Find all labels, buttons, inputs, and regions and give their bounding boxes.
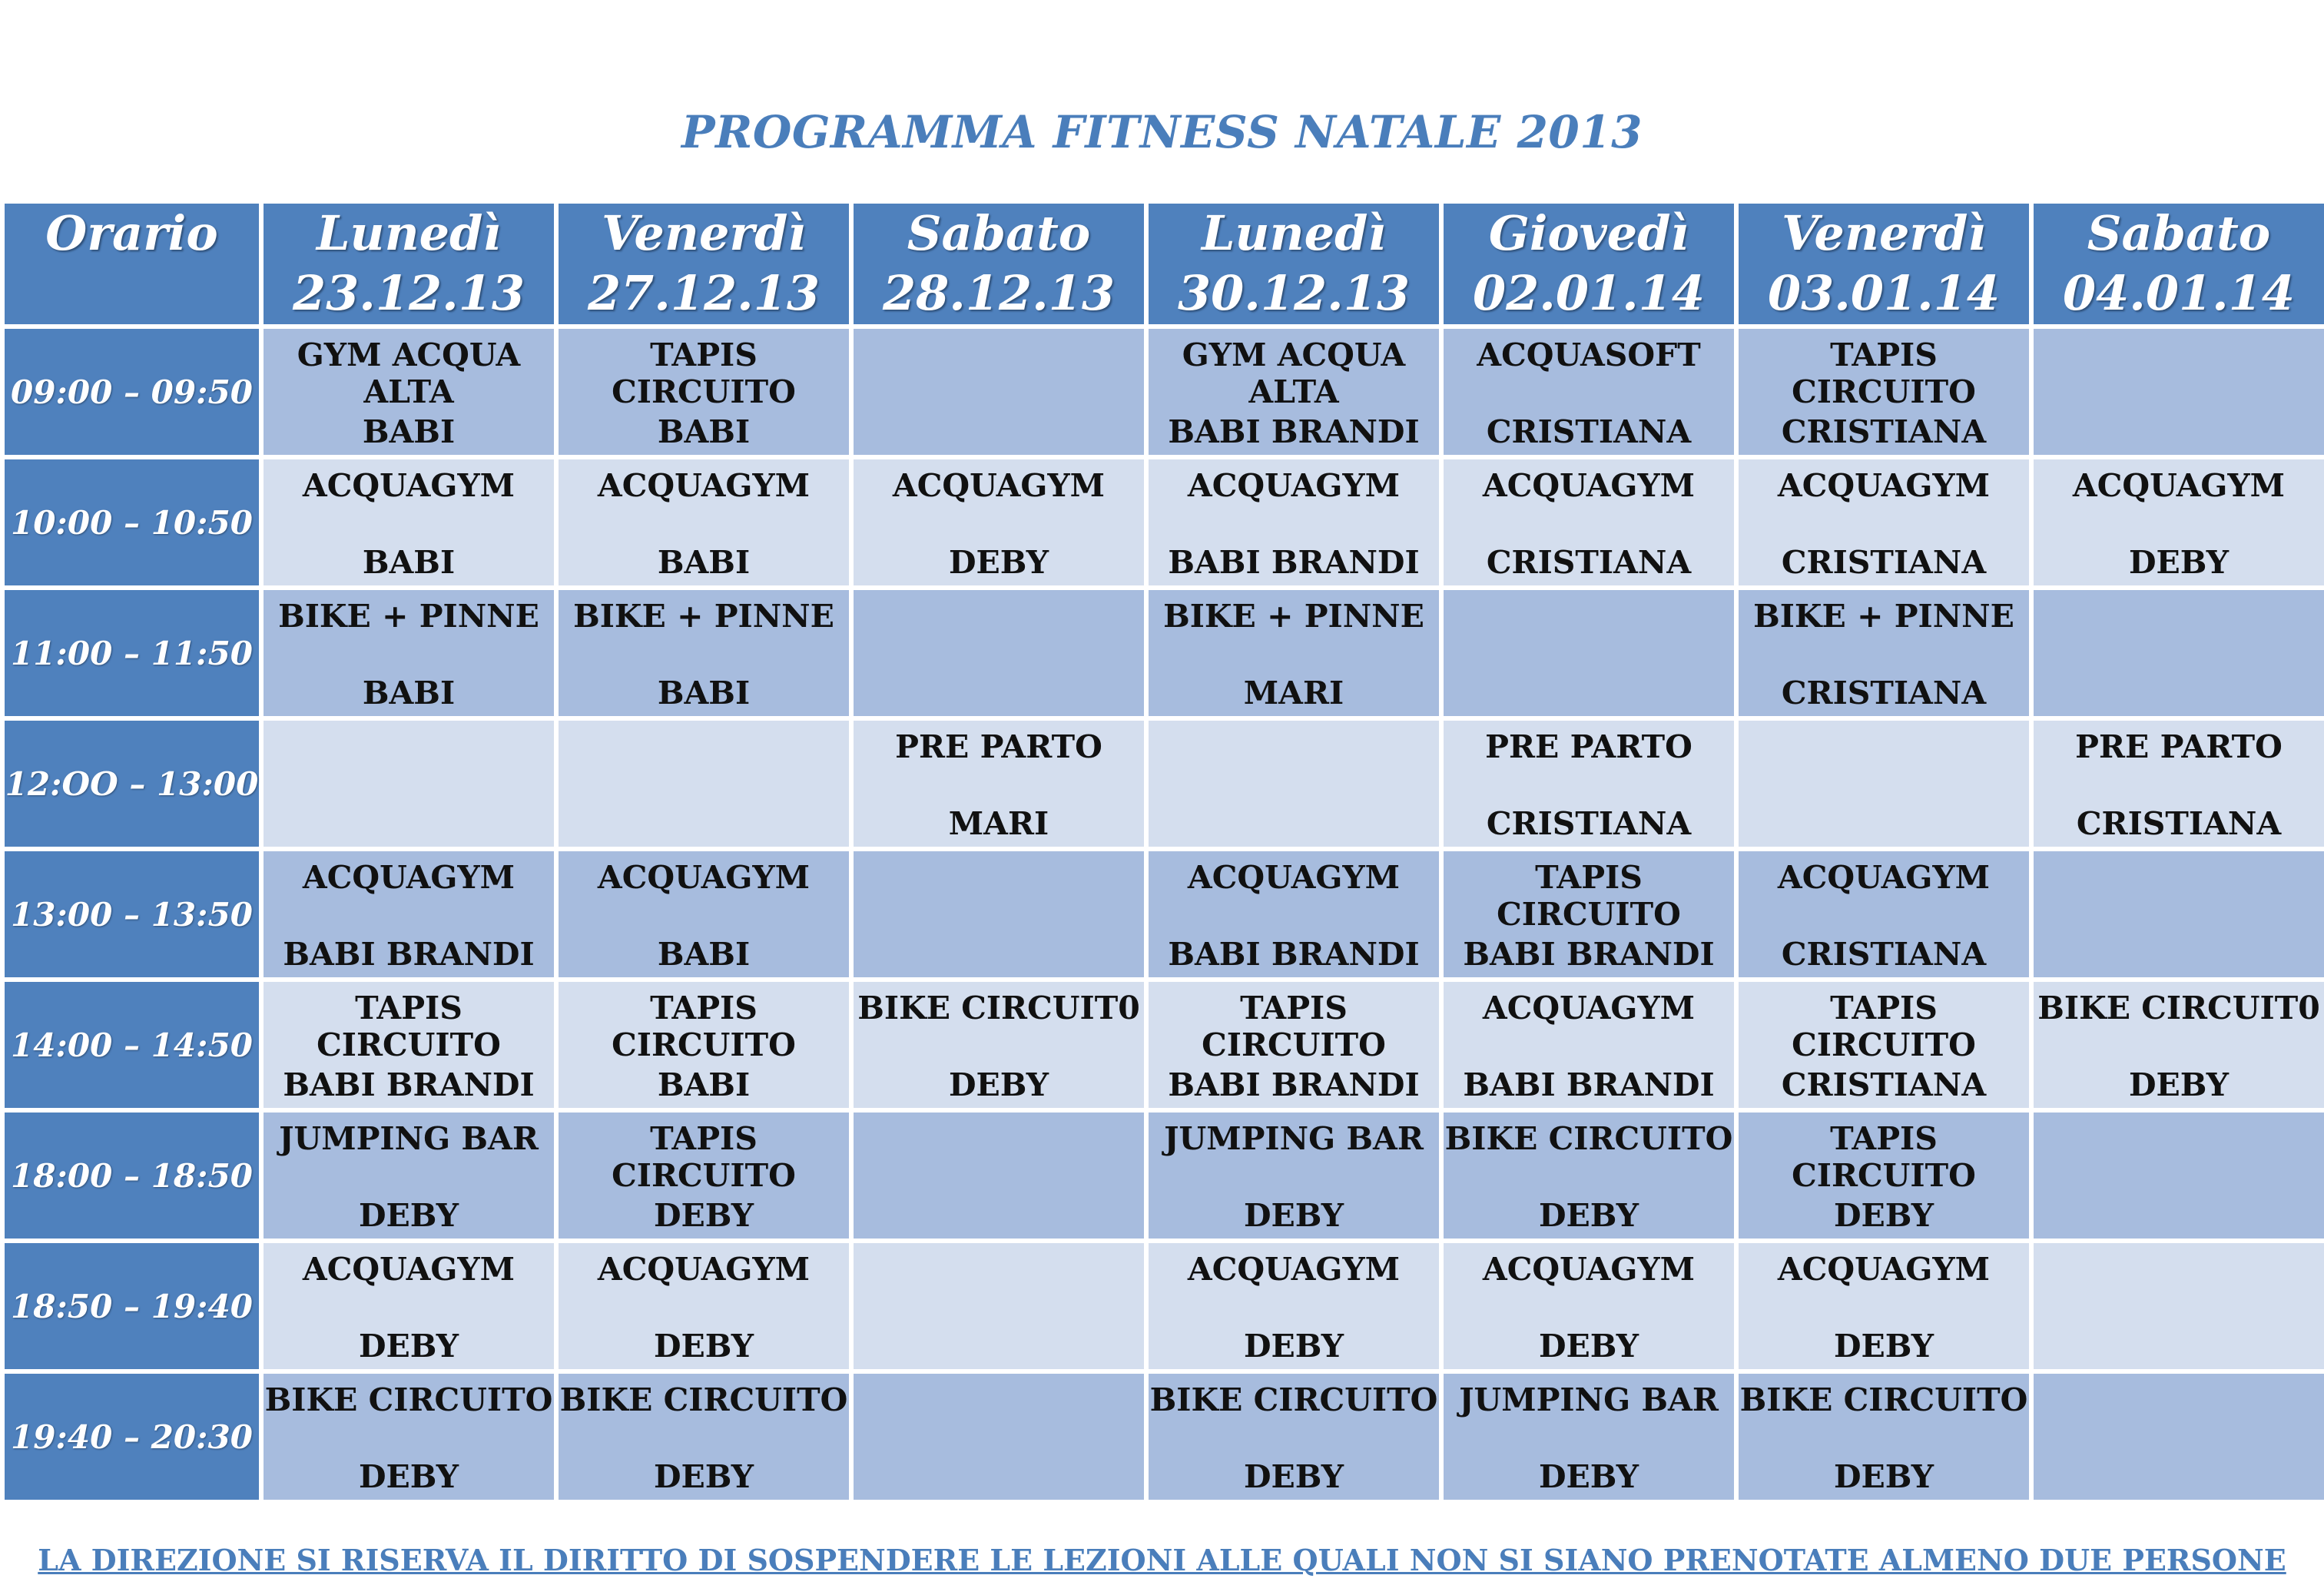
time-slot-label: 09:00 – 09:50 [2,327,261,457]
class-name: TAPIS CIRCUITO [1202,990,1386,1063]
day-name: Sabato [2087,205,2271,261]
time-slot-label: 18:00 – 18:50 [2,1110,261,1241]
header-row [2,201,2324,327]
instructor-name: BABI BRANDI [1168,413,1420,450]
instructor-name: DEBY [358,1328,459,1365]
class-name: TAPIS CIRCUITO [1792,1120,1976,1194]
schedule-cell [1736,1241,2031,1371]
instructor-name: BABI BRANDI [1168,544,1420,581]
schedule-cell [851,1371,1146,1502]
day-date: 28.12.13 [882,264,1115,321]
class-name: TAPIS CIRCUITO [1792,990,1976,1063]
instructor-name: CRISTIANA [1486,413,1692,450]
class-name: TAPIS CIRCUITO [317,990,501,1063]
instructor-name: DEBY [1833,1197,1934,1234]
instructor-name: BABI [657,1066,751,1103]
schedule-cell [2031,457,2324,588]
day-date: 23.12.13 [292,264,525,321]
instructor-name: DEBY [1243,1197,1344,1234]
schedule-cell [1146,849,1441,980]
schedule-cell [851,980,1146,1110]
day-date: 03.01.14 [1767,264,2000,321]
day-header [556,201,851,327]
class-name: TAPIS CIRCUITO [1497,859,1681,933]
schedule-cell [1441,457,1736,588]
schedule-cell [2031,849,2324,980]
class-name [2034,598,2324,641]
instructor-name: BABI BRANDI [283,936,535,973]
instructor-name: DEBY [1833,1458,1934,1495]
instructor-name: DEBY [2128,1066,2229,1103]
class-name: ACQUAGYM [597,859,811,896]
instructor-name: BABI [362,413,456,450]
instructor-name: DEBY [653,1328,754,1365]
class-name: ACQUASOFT [1477,337,1701,373]
schedule-cell [261,849,556,980]
instructor-name: DEBY [948,1066,1049,1103]
time-slot-label: 11:00 – 11:50 [2,588,261,718]
class-name: BIKE + PINNE [573,598,834,635]
class-name: ACQUAGYM [1777,859,1991,896]
day-name: Lunedì [1201,205,1387,261]
instructor-name: CRISTIANA [1486,544,1692,581]
table-row [2,1241,2324,1371]
class-name [854,1381,1144,1424]
instructor-name: BABI BRANDI [1168,936,1420,973]
schedule-cell [1441,1371,1736,1502]
class-name: PRE PARTO [1485,728,1692,765]
schedule-cell [1736,1371,2031,1502]
footer-note: LA DIREZIONE SI RISERVA IL DIRITTO DI SOSPENDERE LE LEZIONI ALLE QUALI NON SI SIANO PRENOTATE ALMENO DUE PERSONE [38,1543,2286,1577]
instructor-name: DEBY [1538,1328,1639,1365]
time-slot-label: 13:00 – 13:50 [2,849,261,980]
time-slot-label: 12:OO – 13:00 [2,718,261,849]
schedule-cell [851,327,1146,457]
instructor-name: CRISTIANA [2076,805,2282,842]
class-name: ACQUAGYM [597,1251,811,1288]
schedule-cell [2031,980,2324,1110]
class-name: BIKE + PINNE [278,598,539,635]
class-name: ACQUAGYM [1482,467,1696,504]
time-slot-label: 18:50 – 19:40 [2,1241,261,1371]
schedule-cell [1441,1241,1736,1371]
class-name: ACQUAGYM [2072,467,2286,504]
class-name: ACQUAGYM [892,467,1106,504]
class-name: BIKE + PINNE [1163,598,1424,635]
class-name: TAPIS CIRCUITO [612,990,796,1063]
schedule-cell [556,849,851,980]
instructor-name: BABI BRANDI [1463,936,1715,973]
instructor-name: CRISTIANA [1781,1066,1987,1103]
day-name: Giovedì [1488,205,1689,261]
class-name: ACQUAGYM [1187,467,1401,504]
table-row [2,980,2324,1110]
schedule-cell [556,980,851,1110]
day-header [1736,201,2031,327]
instructor-name: BABI [657,675,751,711]
table-row [2,718,2324,849]
class-name [1444,598,1734,641]
schedule-cell [1441,849,1736,980]
schedule-cell [261,1110,556,1241]
schedule-cell [851,588,1146,718]
schedule-cell [851,849,1146,980]
table-row [2,327,2324,457]
schedule-cell [261,1371,556,1502]
day-header [1146,201,1441,327]
schedule-cell [1441,718,1736,849]
instructor-name: BABI [657,413,751,450]
schedule-cell [2031,1371,2324,1502]
day-date: 04.01.14 [2062,264,2295,321]
schedule-cell [261,588,556,718]
schedule-cell [2031,718,2324,849]
instructor-name: DEBY [358,1197,459,1234]
time-slot-label: 19:40 – 20:30 [2,1371,261,1502]
schedule-cell [1146,980,1441,1110]
schedule-cell [1736,327,2031,457]
schedule-cell [2031,588,2324,718]
schedule-cell [1146,1241,1441,1371]
day-date: 02.01.14 [1472,264,1705,321]
schedule-cell [851,457,1146,588]
time-column-header [2,201,261,327]
class-name: TAPIS CIRCUITO [612,337,796,410]
instructor-name: CRISTIANA [1781,544,1987,581]
instructor-name: MARI [1243,675,1344,711]
class-name [559,728,849,771]
class-name: ACQUAGYM [302,859,516,896]
class-name: BIKE CIRCUITO [1444,1120,1733,1157]
class-name: BIKE CIRCUIT0 [2037,990,2320,1026]
class-name [854,598,1144,641]
class-name [2034,1381,2324,1424]
table-row [2,457,2324,588]
instructor-name: BABI BRANDI [1463,1066,1715,1103]
instructor-name: BABI BRANDI [283,1066,535,1103]
schedule-cell [556,457,851,588]
instructor-name: MARI [948,805,1049,842]
schedule-cell [2031,1110,2324,1241]
schedule-cell [1736,457,2031,588]
schedule-cell [1146,1371,1441,1502]
schedule-cell [1441,1110,1736,1241]
schedule-cell [1146,588,1441,718]
schedule-cell [1146,1110,1441,1241]
schedule-cell [1736,588,2031,718]
class-name: GYM ACQUA ALTA [297,337,521,410]
class-name: PRE PARTO [895,728,1102,765]
class-name: BIKE CIRCUITO [1149,1381,1438,1418]
schedule-header [2,201,2324,327]
day-name: Lunedì [316,205,502,261]
instructor-name: DEBY [1833,1328,1934,1365]
schedule-cell [1146,457,1441,588]
schedule-cell [1441,588,1736,718]
instructor-name: BABI [657,544,751,581]
class-name [2034,1120,2324,1163]
schedule-cell [556,327,851,457]
class-name: GYM ACQUA ALTA [1182,337,1406,410]
class-name: JUMPING BAR [1164,1120,1424,1157]
class-name: BIKE CIRCUITO [1739,1381,2028,1418]
schedule-cell [2031,327,2324,457]
table-row [2,1371,2324,1502]
schedule-body [2,327,2324,1502]
schedule-cell [556,1110,851,1241]
class-name: BIKE CIRCUIT0 [857,990,1140,1026]
day-name: Venerdì [1782,205,1986,261]
instructor-name: DEBY [653,1197,754,1234]
class-name: JUMPING BAR [279,1120,539,1157]
schedule-cell [261,718,556,849]
day-header [261,201,556,327]
schedule-table [0,199,2324,1504]
day-date: 27.12.13 [587,264,820,321]
instructor-name: DEBY [653,1458,754,1495]
class-name: ACQUAGYM [1187,1251,1401,1288]
schedule-cell [1736,1110,2031,1241]
class-name [854,859,1144,902]
instructor-name: DEBY [948,544,1049,581]
schedule-cell [1146,327,1441,457]
class-name [2034,859,2324,902]
instructor-name: CRISTIANA [1781,936,1987,973]
day-header [1441,201,1736,327]
class-name [854,337,1144,380]
time-slot-label: 14:00 – 14:50 [2,980,261,1110]
day-header [851,201,1146,327]
instructor-name: DEBY [1538,1458,1639,1495]
schedule-cell [851,1241,1146,1371]
time-column-label: Orario [45,205,218,261]
day-header [2031,201,2324,327]
schedule-cell [556,718,851,849]
day-name: Venerdì [602,205,806,261]
schedule-cell [851,1110,1146,1241]
page-title: PROGRAMMA FITNESS NATALE 2013 [681,106,1643,158]
table-row [2,1110,2324,1241]
class-name: BIKE + PINNE [1753,598,2014,635]
class-name [2034,1251,2324,1294]
time-slot-label: 10:00 – 10:50 [2,457,261,588]
instructor-name: BABI [362,544,456,581]
class-name: JUMPING BAR [1459,1381,1719,1418]
schedule-cell [1736,718,2031,849]
table-row [2,588,2324,718]
instructor-name: DEBY [2128,544,2229,581]
instructor-name: CRISTIANA [1486,805,1692,842]
instructor-name: BABI BRANDI [1168,1066,1420,1103]
schedule-cell [556,588,851,718]
class-name: ACQUAGYM [1482,1251,1696,1288]
schedule-cell [556,1371,851,1502]
class-name: ACQUAGYM [302,467,516,504]
instructor-name: DEBY [1538,1197,1639,1234]
schedule-cell [261,327,556,457]
schedule-cell [261,980,556,1110]
instructor-name: DEBY [1243,1328,1344,1365]
class-name [2034,337,2324,380]
class-name: TAPIS CIRCUITO [612,1120,796,1194]
schedule-cell [1736,849,2031,980]
class-name: PRE PARTO [2075,728,2283,765]
class-name: ACQUAGYM [1777,467,1991,504]
schedule-cell [851,718,1146,849]
class-name: TAPIS CIRCUITO [1792,337,1976,410]
instructor-name: DEBY [358,1458,459,1495]
instructor-name: CRISTIANA [1781,413,1987,450]
schedule-cell [261,1241,556,1371]
class-name [1149,728,1439,771]
schedule-cell [1736,980,2031,1110]
instructor-name: CRISTIANA [1781,675,1987,711]
class-name [1739,728,2029,771]
instructor-name: BABI [657,936,751,973]
schedule-cell [556,1241,851,1371]
schedule-cell [1441,327,1736,457]
class-name: ACQUAGYM [1777,1251,1991,1288]
day-name: Sabato [907,205,1091,261]
class-name: ACQUAGYM [597,467,811,504]
schedule-cell [1441,980,1736,1110]
schedule-cell [1146,718,1441,849]
instructor-name: DEBY [1243,1458,1344,1495]
instructor-name: BABI [362,675,456,711]
class-name: ACQUAGYM [1187,859,1401,896]
class-name: BIKE CIRCUITO [264,1381,553,1418]
class-name [264,728,554,771]
table-row [2,849,2324,980]
day-date: 30.12.13 [1177,264,1410,321]
class-name: ACQUAGYM [302,1251,516,1288]
class-name [854,1251,1144,1294]
class-name: ACQUAGYM [1482,990,1696,1026]
schedule-cell [2031,1241,2324,1371]
schedule-cell [261,457,556,588]
class-name: BIKE CIRCUITO [559,1381,848,1418]
class-name [854,1120,1144,1163]
